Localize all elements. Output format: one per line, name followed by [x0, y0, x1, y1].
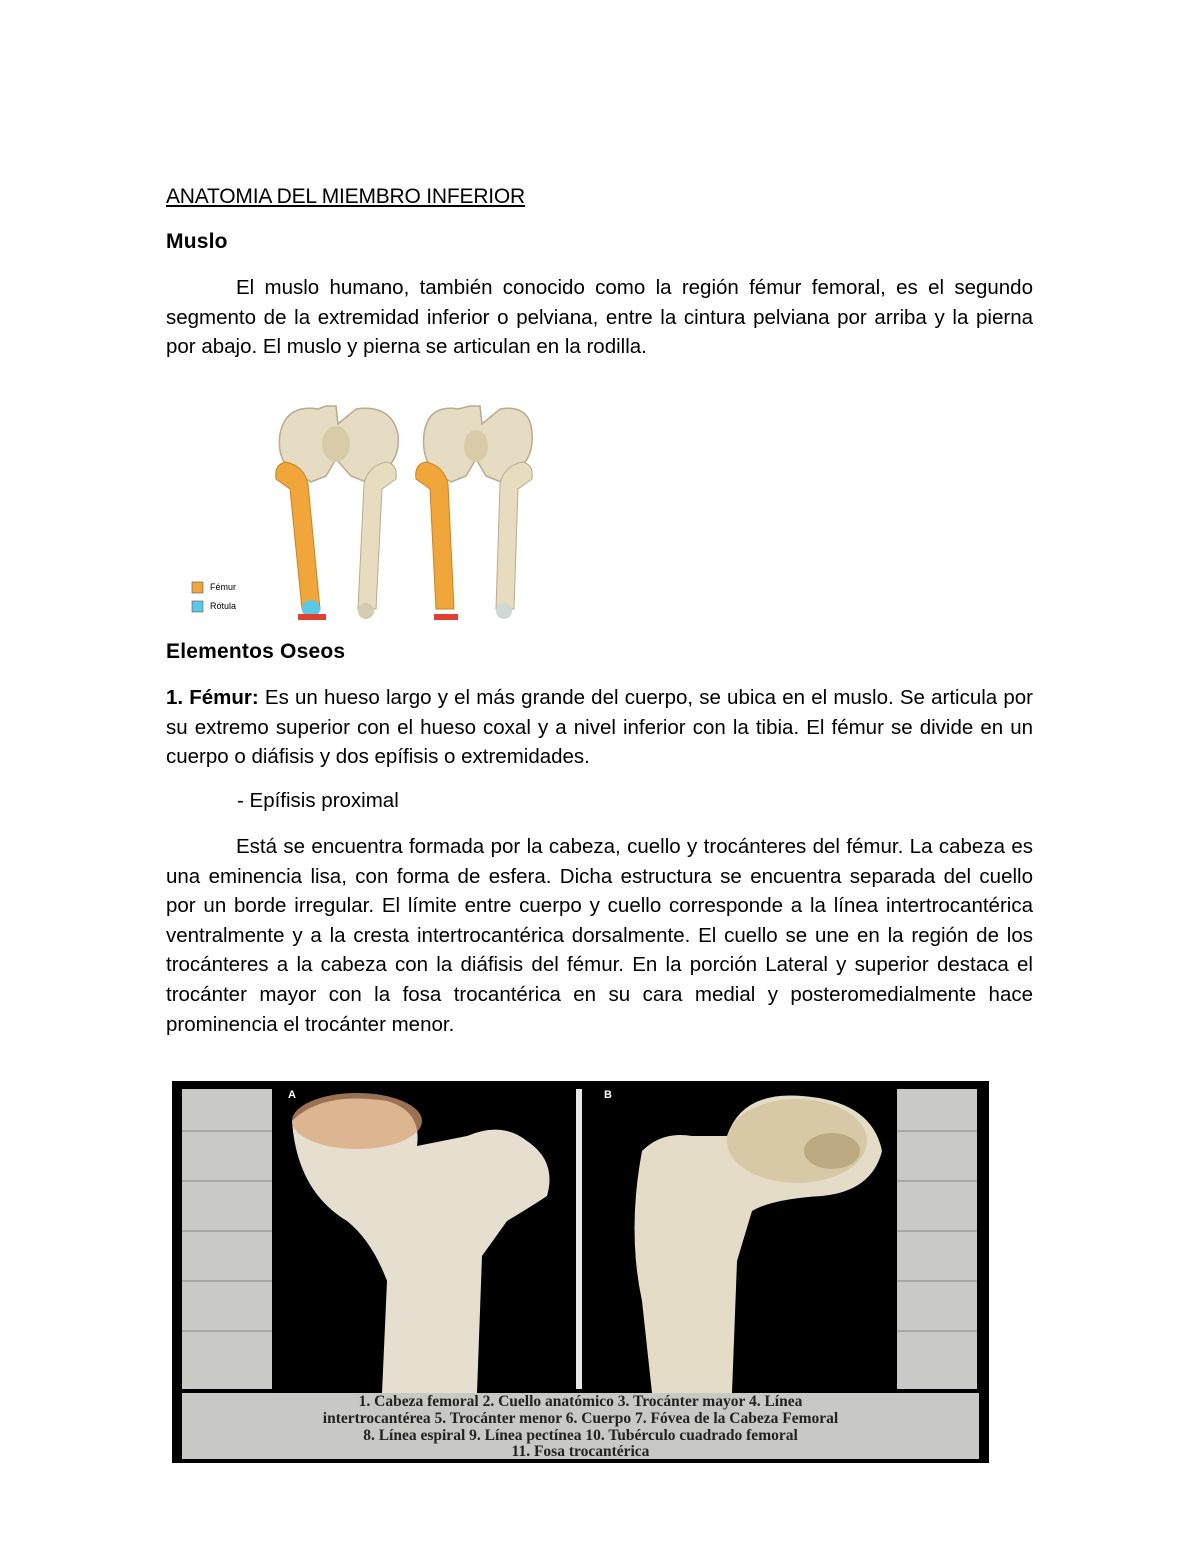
epifisis-subheading: - Epífisis proximal: [237, 789, 399, 812]
thigh-bones-figure: [186, 404, 546, 624]
femur-label: 1. Fémur:: [166, 686, 259, 709]
legend-rotula-label: Rótula: [210, 601, 237, 611]
epifisis-paragraph: [166, 832, 1033, 1039]
legend-femur-swatch: [192, 582, 203, 593]
document-title: ANATOMIA DEL MIEMBRO INFERIOR: [166, 185, 526, 208]
section-heading-muslo: Muslo: [166, 230, 228, 253]
panel-b-label: B: [604, 1089, 612, 1101]
femur-paragraph: [166, 683, 1033, 772]
femur-anterior-photo: [292, 1093, 550, 1393]
caption-line-4: 11. Fosa trocantérica: [511, 1443, 650, 1460]
muslo-paragraph: [166, 273, 1033, 362]
caption-line-3: 8. Línea espiral 9. Línea pectínea 10. Tubérculo cuadrado femoral: [363, 1427, 798, 1444]
femur-text: Es un hueso largo y el más grande del cuerpo, se ubica en el muslo. Se articula por su extremo superior con el hueso coxal y a nivel inferior con la tibia. El fémur se divide en un cuerpo o diáfisis y dos epífisis o extremidades.: [166, 686, 1033, 769]
femur-photo-figure: [172, 1081, 989, 1463]
caption-line-2: intertrocantérea 5. Trocánter menor 6. Cuerpo 7. Fóvea de la Cabeza Femoral: [322, 1410, 839, 1427]
epifisis-paragraph-text: Está se encuentra formada por la cabeza, cuello y trocánteres del fémur. La cabeza es una eminencia lisa, con forma de esfera. Dicha estructura se encuentra separada del cuello por un borde irregular. El límite entre cuerpo y cuello corresponde a la línea intertrocantérica ventralmente y a la cresta intertrocantérica dorsalmente. El cuello se une en la región de los trocánteres a la cabeza con la diáfisis del fémur. En la porción Lateral y superior destaca el trocánter mayor con la fosa trocantérica en su cara medial y posteromedialmente hace prominencia el trocánter menor.: [166, 835, 1033, 1036]
legend-rotula-swatch: [192, 601, 203, 612]
legend-femur-label: Fémur: [210, 582, 237, 592]
muslo-paragraph-text: El muslo humano, también conocido como la región fémur femoral, es el segundo segmento de la extremidad inferior o pelviana, entre la cintura pelviana por arriba y la pierna por abajo. El muslo y pierna se articulan en la rodilla.: [166, 276, 1033, 359]
section-heading-elementos-oseos: Elementos Oseos: [166, 640, 346, 663]
caption-line-1: 1. Cabeza femoral 2. Cuello anatómico 3. Trocánter mayor 4. Línea: [358, 1393, 803, 1410]
panel-a-label: A: [288, 1089, 296, 1101]
femur-posterior-photo: [635, 1096, 883, 1394]
